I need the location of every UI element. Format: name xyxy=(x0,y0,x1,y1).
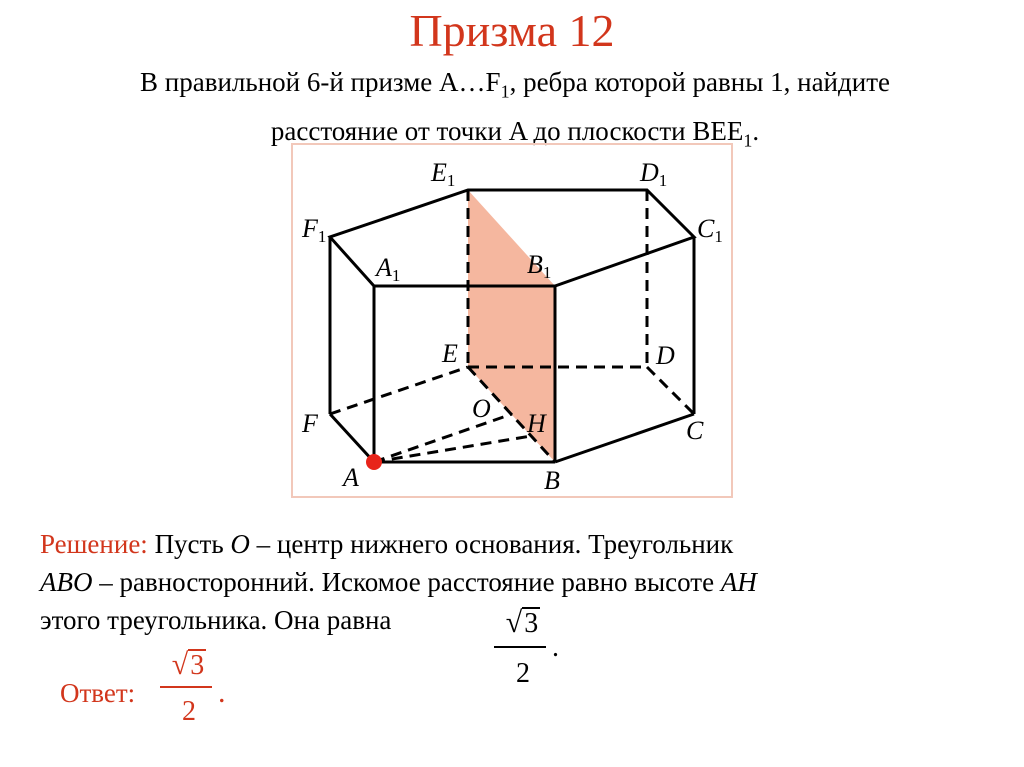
problem-line-2: расстояние от точки A до плоскости $BEE_1$. xyxy=(270,116,760,151)
solution-fraction: √3 2 xyxy=(494,606,552,690)
label-e1: E1 xyxy=(431,158,456,190)
point-a-marker xyxy=(366,454,382,470)
label-d1: D1 xyxy=(640,158,668,190)
answer-end: . xyxy=(218,676,226,709)
segment-ao-hidden xyxy=(374,414,512,462)
label-c1: C1 xyxy=(697,214,723,246)
answer-label: Ответ: xyxy=(60,678,136,708)
label-b: B xyxy=(544,466,560,495)
label-c: C xyxy=(686,416,704,445)
label-f1: F1 xyxy=(302,214,327,246)
solution-fraction-end: . xyxy=(552,632,559,663)
label-f: F xyxy=(302,409,318,438)
slide-title: Призма 12 xyxy=(409,5,615,56)
answer-fraction: √3 2 xyxy=(160,648,218,728)
problem-line-1: В правильной 6-й призме $A\dots F_1$, ребра которой равны 1, найдите xyxy=(140,67,890,102)
edge-fa xyxy=(330,414,374,462)
label-a: A xyxy=(343,463,359,492)
edge-fe-hidden xyxy=(330,367,468,414)
solution-text: Решение: Пусть O – центр нижнего основания. Треугольник ABO – равносторонний. Искомое расстояние равно высоте AH этого треугольника. Она равна xyxy=(40,529,757,635)
label-o: O xyxy=(472,394,491,423)
edge-bc xyxy=(555,414,694,462)
label-a1: A1 xyxy=(376,253,401,285)
segment-ah-hidden xyxy=(374,436,531,462)
label-h: H xyxy=(527,409,546,438)
edge-dc-hidden xyxy=(647,367,694,414)
solution-label: Решение: xyxy=(40,529,148,559)
label-d: D xyxy=(656,341,675,370)
label-e: E xyxy=(442,339,458,368)
label-b1: B1 xyxy=(527,250,552,282)
